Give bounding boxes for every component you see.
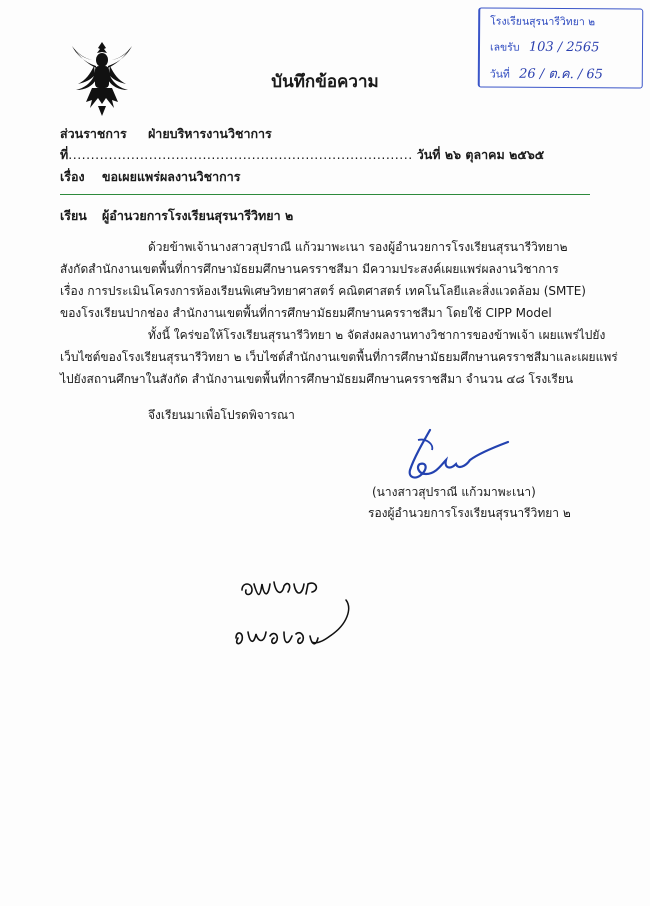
memo-date: วันที่ ๒๖ ตุลาคม ๒๕๖๕ — [416, 147, 545, 162]
header-divider — [60, 194, 590, 195]
memo-title: บันทึกข้อความ — [271, 72, 379, 92]
subject-value: ขอเผยแพร่ผลงานวิชาการ — [101, 169, 241, 184]
stamp-receive-label: เลขรับ — [489, 41, 520, 54]
stamp-receive-number: 103 / 2565 — [528, 39, 600, 56]
reference-label: ที่ — [60, 147, 69, 162]
body-line: ด้วยข้าพเจ้านางสาวสุปราณี แก้วมาพะเนา รองผู้อำนวยการโรงเรียนสุรนารีวิทยา๒ — [148, 240, 568, 254]
addressee-row — [60, 206, 293, 226]
body-line: สังกัดสำนักงานเขตพื้นที่การศึกษามัธยมศึกษานครราชสีมา มีความประสงค์เผยแพร่ผลงานวิชาการ — [60, 262, 559, 276]
stamp-school-name: โรงเรียนสุรนารีวิทยา ๒ — [490, 15, 596, 29]
stamp-date-row — [490, 63, 603, 85]
body-line: เว็บไซต์ของโรงเรียนสุรนารีวิทยา ๒ เว็บไซต์สำนักงานเขตพื้นที่การศึกษามัธยมศึกษานครราชสีมาและเผยแพร่ — [60, 350, 618, 364]
subject-label: เรื่อง — [60, 169, 85, 184]
department-value: ฝ่ายบริหารงานวิชาการ — [147, 126, 272, 141]
handwritten-note-authorize — [226, 596, 366, 658]
department-label: ส่วนราชการ — [60, 126, 127, 141]
stamp-date-value: 26 / ต.ค. / 65 — [519, 66, 603, 83]
department-row — [60, 124, 272, 144]
receiving-stamp — [478, 7, 644, 88]
signature-image — [392, 424, 512, 486]
signer-name: (นางสาวสุปราณี แก้วมาพะเนา) — [372, 485, 536, 499]
signer-position: รองผู้อำนวยการโรงเรียนสุรนารีวิทยา ๒ — [368, 506, 571, 520]
addressee-label: เรียน — [60, 208, 87, 223]
body-line: ของโรงเรียนปากช่อง สำนักงานเขตพื้นที่การศึกษามัธยมศึกษานครราชสีมา โดยใช้ CIPP Model — [60, 306, 552, 320]
subject-row — [60, 167, 240, 187]
body-line: ไปยังสถานศึกษาในสังกัด สำนักงานเขตพื้นที่การศึกษามัธยมศึกษานครราชสีมา จำนวน ๔๘ โรงเรียน — [60, 372, 574, 386]
body-line: เรื่อง การประเมินโครงการห้องเรียนพิเศษวิทยาศาสตร์ คณิตศาสตร์ เทคโนโลยีและสิ่งแวดล้อม (SMTE) — [60, 284, 586, 298]
stamp-date-label: วันที่ — [489, 68, 510, 81]
body-line: ทั้งนี้ ใคร่ขอให้โรงเรียนสุรนารีวิทยา ๒ จัดส่งผลงานทางวิชาการของข้าพเจ้า เผยแพร่ไปยัง — [148, 328, 606, 342]
reference-dots: ............................................................................. — [68, 147, 413, 162]
memo-body — [60, 236, 618, 426]
reference-row — [60, 145, 544, 165]
addressee-value: ผู้อำนวยการโรงเรียนสุรนารีวิทยา ๒ — [101, 208, 294, 223]
closing-line: จึงเรียนมาเพื่อโปรดพิจารณา — [148, 408, 295, 422]
stamp-receive-row — [490, 39, 600, 57]
